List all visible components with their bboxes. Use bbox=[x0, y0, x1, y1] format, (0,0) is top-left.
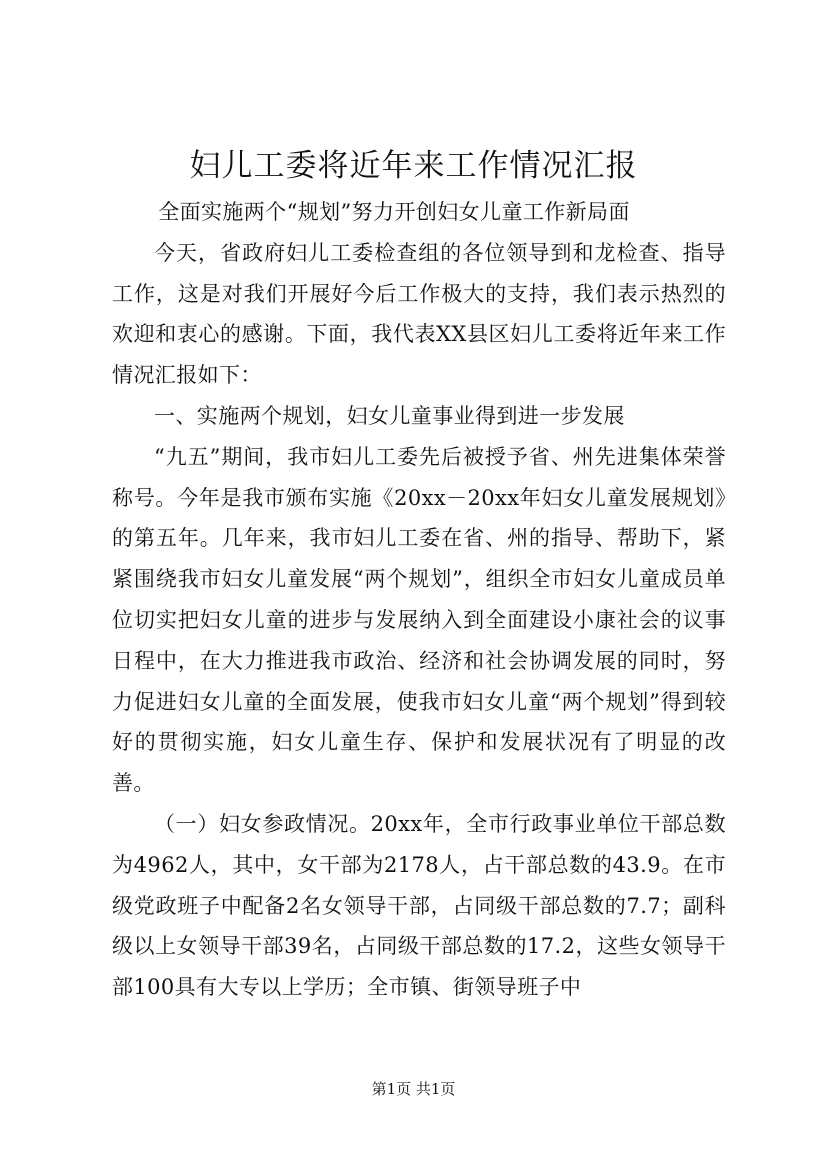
section-heading: 一、实施两个规划，妇女儿童事业得到进一步发展 bbox=[154, 403, 625, 428]
intro-paragraph: 今天，省政府妇儿工委检查组的各位领导到和龙检查、指导工作，这是对我们开展好今后工作极大的支持，我们表示热烈的欢迎和衷心的感谢。下面，我代表XX县区妇儿工委将近年来工作情况汇报如下： bbox=[112, 240, 726, 388]
subtitle-paragraph: 全面实施两个“规划”努力开创妇女儿童工作新局面 bbox=[158, 200, 630, 224]
document-title: 妇儿工委将近年来工作情况汇报 bbox=[189, 148, 638, 184]
page-number-footer: 第1页 共1页 bbox=[371, 1080, 456, 1098]
body-paragraph: （一）妇女参政情况。20xx年，全市行政事业单位干部总数为4962人，其中，女干部为2178人，占干部总数的43.9。在市级党政班子中配备2名女领导干部，占同级干部总数的7.7；副科级以上女领导干部39名，占同级干部总数的17.2，这些女领导干部100具有大专以上学历；全市镇、街领导班子中 bbox=[112, 811, 726, 1000]
body-paragraph: “九五”期间，我市妇儿工委先后被授予省、州先进集体荣誉称号。今年是我市颁布实施《20xx－20xx年妇女儿童发展规划》的第五年。几年来，我市妇儿工委在省、州的指导、帮助下，紧紧围绕我市妇女儿童发展“两个规划”，组织全市妇女儿童成员单位切实把妇女儿童的进步与发展纳入到全面建设小康社会的议事日程中，在大力推进我市政治、经济和社会协调发展的同时，努力促进妇女儿童的全面发展，使我市妇女儿童“两个规划”得到较好的贯彻实施，妇女儿童生存、保护和发展状况有了明显的改善。 bbox=[112, 444, 726, 796]
document-body bbox=[112, 192, 726, 1008]
